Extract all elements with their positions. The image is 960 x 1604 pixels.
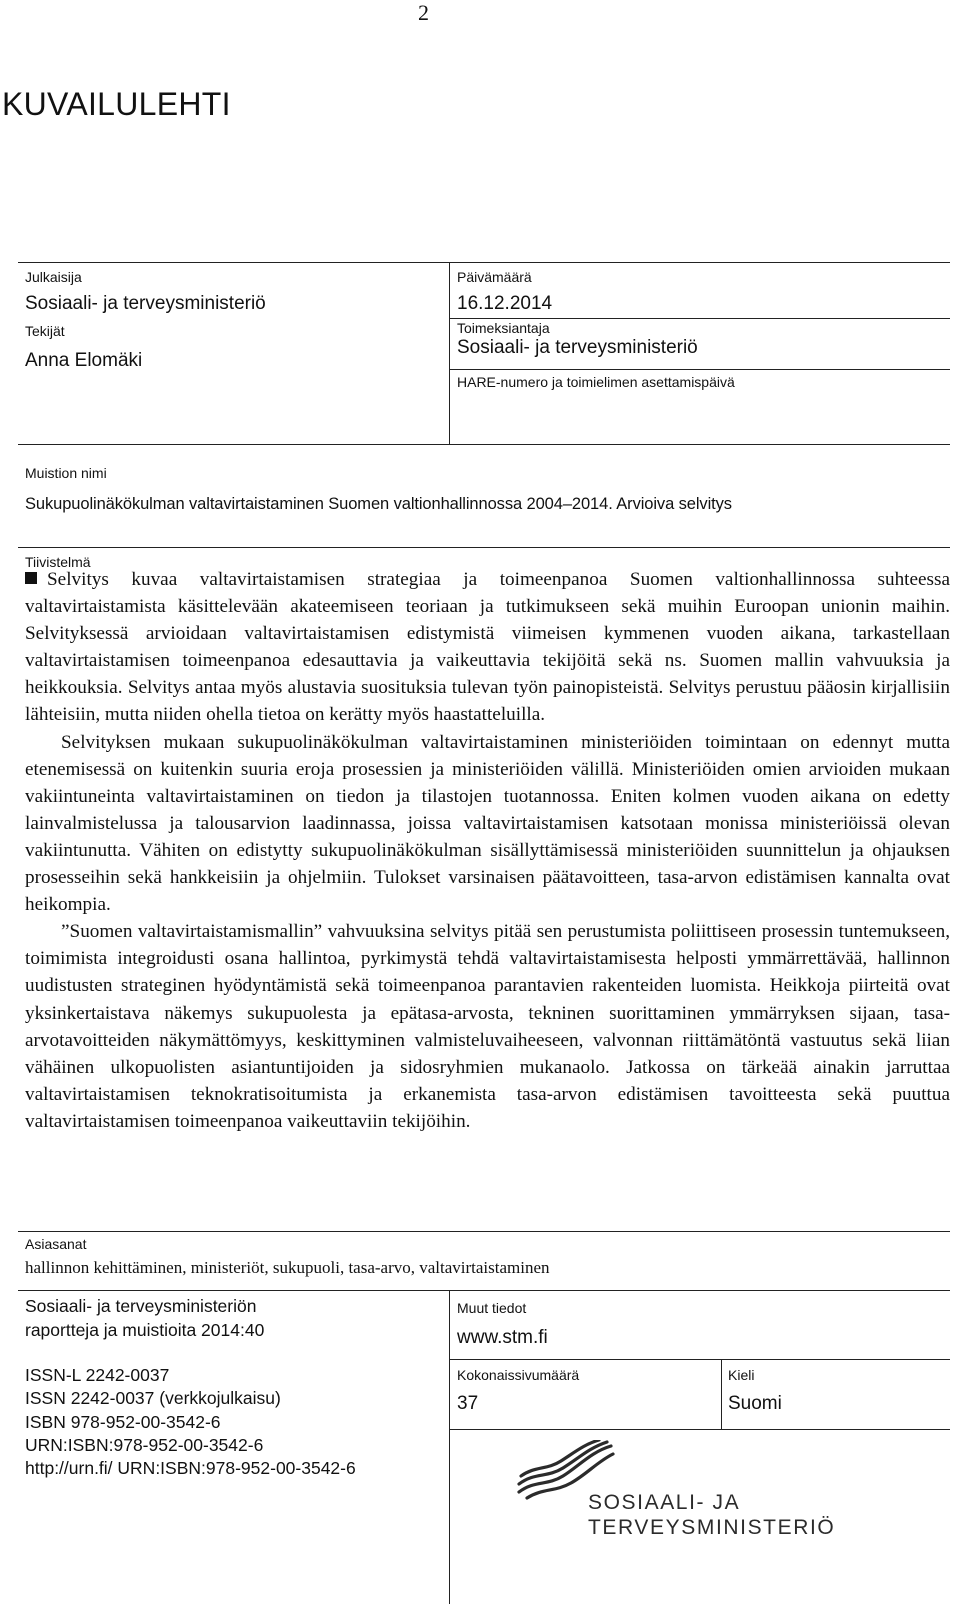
frame-pagecount-bottom-line <box>449 1429 950 1430</box>
language-value: Suomi <box>728 1393 782 1414</box>
identifier-issn-l: ISSN-L 2242-0037 <box>25 1365 170 1385</box>
authors-value: Anna Elomäki <box>25 350 143 371</box>
date-label: Päivämäärä <box>457 269 532 285</box>
keywords-label: Asiasanat <box>25 1236 87 1252</box>
frame-commissioner-divider <box>449 369 950 370</box>
date-value: 16.12.2014 <box>457 293 553 314</box>
logo-line-2: TERVEYSMINISTERIÖ <box>588 1516 836 1539</box>
frame-divider-bottom <box>449 1290 450 1604</box>
identifier-isbn: ISBN 978-952-00-3542-6 <box>25 1411 221 1432</box>
abstract-paragraph: ”Suomen valtavirtaistamismallin” vahvuuksina selvitys pitää sen perustumista poliittiseen prosessin tuntemukseen, toimimista integroidusti osana hallintoa, pyrkimystä tehdä valtavirtaistamisesta helposti ymmärrettävää, hallinnon uudistusten strateginen hyödyntämistä sekä toimeenpanoa parantavien rakenteiden luomista. Heikkoja piirteitä ovat yksinkertaistava näkemys sukupuolesta ja epätasa-arvosta, tekninen suorittaminen ymmärryksen sijaan, tasa-arvotavoitteiden näkymättömyys, keskittyminen valmisteluvaiheeseen, valvonnan riittämätöntä vastuutus sekä liian vähäinen ulkopuolisten asiantuntijoiden ja sidosryhmien mukanaolo. Jatkossa on tärkeää ainakin jarruttaa valtavirtaistamisen teknokratisoitumista ja erkanemista tasa-arvon edistämisen tavoitteesta sekä puuttua valtavirtaistamisen toimeenpanoa vaikeuttaviin tekijöihin. <box>25 921 950 1132</box>
abstract-paragraph: Selvitys kuvaa valtavirtaistamisen strategiaa ja toimeenpanoa Suomen valtionhallinnossa suhteessa valtavirtaistamista käsittelevään akateemiseen teoriaan ja tutkimukseen sekä muihin Euroopan unionin maihin. Selvityksessä arvioidaan valtavirtaistamisen edistymistä viimeisen kymmenen vuoden aikana, tarkastellaan valtavirtaistamisen toimeenpanoa edesauttavia ja vaikeuttavia tekijöitä sekä ns. Suomen mallin vahvuuksia ja heikkouksia. Selvitys antaa myös alustavia suosituksia tulevan työn painopisteistä. Selvitys perustuu pääosin kirjallisiin lähteisiin, mutta niiden ohella tietoa on kerätty myös haastatteluilla. <box>25 569 950 726</box>
bullet-square-icon <box>25 572 37 584</box>
identifier-issn: ISSN 2242-0037 (verkkojulkaisu) <box>25 1388 281 1409</box>
frame-keywords-bottom-line <box>18 1290 950 1291</box>
page-count-label: Kokonaissivumäärä <box>457 1367 580 1383</box>
language-label: Kieli <box>728 1367 755 1383</box>
page-count-value: 37 <box>457 1393 479 1414</box>
memo-name-value: Sukupuolinäkökulman valtavirtaistaminen Suomen valtionhallinnossa 2004–2014. Arvioiva selvitys <box>25 495 732 513</box>
frame-abstract-top-line <box>18 547 950 548</box>
identifiers-list <box>25 1364 356 1480</box>
authors-label: Tekijät <box>25 323 65 339</box>
publisher-value: Sosiaali- ja terveysministeriö <box>25 293 266 314</box>
page-number: 2 <box>418 0 429 25</box>
frame-abstract-bottom-line <box>18 1231 950 1232</box>
frame-divider-top <box>449 262 450 318</box>
commissioner-value: Sosiaali- ja terveysministeriö <box>457 337 698 358</box>
frame-divider-middle <box>449 318 450 444</box>
logo-text <box>588 1490 835 1540</box>
frame-top-line <box>18 262 950 263</box>
frame-otherinfo-bottom-line <box>449 1359 950 1360</box>
logo-line-1: SOSIAALI- JA <box>588 1491 741 1514</box>
hare-label: HARE-numero ja toimielimen asettamispäivä <box>457 374 735 390</box>
commissioner-label: Toimeksiantaja <box>457 320 550 336</box>
identifier-urn: URN:ISBN:978-952-00-3542-6 <box>25 1434 264 1455</box>
series-line-1: Sosiaali- ja terveysministeriön <box>25 1296 257 1316</box>
other-info-value[interactable]: www.stm.fi <box>457 1327 548 1348</box>
frame-language-divider <box>721 1359 722 1429</box>
series-line-2: raportteja ja muistioita 2014:40 <box>25 1320 265 1340</box>
keywords-value: hallinnon kehittäminen, ministeriöt, sukupuoli, tasa-arvo, valtavirtaistaminen <box>25 1258 550 1277</box>
frame-memo-top-line <box>18 444 950 445</box>
frame-date-divider <box>449 318 950 319</box>
abstract-text <box>25 566 950 1135</box>
publisher-label: Julkaisija <box>25 269 82 285</box>
memo-name-label: Muistion nimi <box>25 465 107 481</box>
other-info-label: Muut tiedot <box>457 1300 527 1316</box>
abstract-paragraph: Selvityksen mukaan sukupuolinäkökulman valtavirtaistaminen ministeriöiden toimintaan on edennyt mutta etenemisessä on kuitenkin suuria eroja prosessien ja ministeriöiden välillä. Ministeriöiden omien arvioiden mukaan vakiintuneinta valtavirtaistaminen on tiedon ja tilastojen tuotannossa. Eniten kolmen vuoden aikana on edetty lainvalmistelussa ja talousarvion laadinnassa, joissa valtavirtaistamisen katsotaan monissa ministeriöissä olevan vakiintunutta. Vähiten on edistytty sukupuolinäkökulman sisällyttämisessä ministeriöiden suunnittelun ja ohjauksen prosesseihin sekä hankkeisiin ja ohjelmiin. Tulokset varsinaisen päätavoitteen, tasa-arvon edistämisen kannalta ovat heikompia. <box>25 731 950 916</box>
identifier-url[interactable]: http://urn.fi/ URN:ISBN:978-952-00-3542-6 <box>25 1458 356 1479</box>
page-title: KUVAILULEHTI <box>2 86 231 122</box>
abstract-label: Tiivistelmä <box>25 554 91 570</box>
